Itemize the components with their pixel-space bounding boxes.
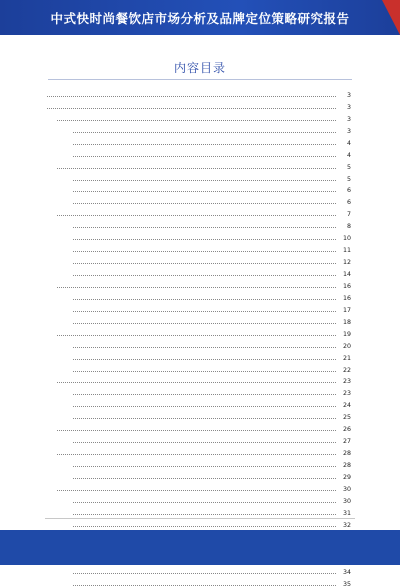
toc-page-number: 35	[342, 581, 351, 588]
toc-entry[interactable]	[45, 409, 351, 421]
toc-page-number: 17	[342, 306, 351, 314]
toc-entry[interactable]	[45, 421, 351, 433]
toc-page-number: 5	[346, 175, 351, 183]
toc-entry[interactable]	[45, 194, 351, 206]
page-bottom-divider	[45, 518, 355, 519]
page-footer-banner	[0, 530, 400, 565]
toc-leader-dots	[73, 526, 336, 527]
toc-page-number: 27	[342, 438, 351, 446]
toc-entry[interactable]	[45, 433, 351, 445]
toc-entry[interactable]	[45, 481, 351, 493]
toc-leader-dots	[73, 406, 336, 407]
header-accent-corner	[382, 0, 400, 35]
toc-page-number: 30	[342, 485, 351, 493]
toc-entry[interactable]	[45, 159, 351, 171]
toc-page-number: 23	[342, 390, 351, 398]
toc-leader-dots	[47, 108, 336, 109]
toc-leader-dots	[73, 585, 336, 586]
toc-entry[interactable]	[45, 576, 351, 588]
toc-page-number: 31	[342, 509, 351, 517]
toc-page-number: 22	[342, 366, 351, 374]
toc-leader-dots	[73, 275, 336, 276]
toc-entry[interactable]	[45, 457, 351, 469]
toc-entry[interactable]	[45, 493, 351, 505]
toc-leader-dots	[73, 371, 336, 372]
toc-page-number: 16	[342, 282, 351, 290]
toc-entry[interactable]	[45, 290, 351, 302]
toc-entry[interactable]	[45, 362, 351, 374]
toc-entry[interactable]	[45, 111, 351, 123]
toc-leader-dots	[73, 156, 336, 157]
toc-page-number: 11	[342, 247, 351, 255]
toc-leader-dots	[73, 466, 336, 467]
toc-leader-dots	[73, 514, 336, 515]
toc-leader-dots	[73, 347, 336, 348]
toc-entry[interactable]	[45, 350, 351, 362]
toc-page-number: 16	[342, 294, 351, 302]
toc-entry[interactable]	[45, 397, 351, 409]
toc-leader-dots	[73, 203, 336, 204]
toc-leader-dots	[73, 251, 336, 252]
toc-leader-dots	[57, 168, 336, 169]
toc-leader-dots	[73, 311, 336, 312]
toc-page-number: 14	[342, 271, 351, 278]
toc-leader-dots	[73, 359, 336, 360]
toc-leader-dots	[73, 394, 336, 395]
toc-entry[interactable]	[45, 230, 351, 242]
toc-leader-dots	[57, 335, 336, 336]
toc-leader-dots	[73, 227, 336, 228]
toc-leader-dots	[57, 430, 336, 431]
toc-leader-dots	[73, 144, 336, 145]
report-title: 中式快时尚餐饮店市场分析及品牌定位策略研究报告	[50, 11, 350, 26]
toc-entry[interactable]	[45, 135, 351, 147]
toc-entry[interactable]	[45, 565, 351, 577]
toc-leader-dots	[73, 323, 336, 324]
toc-entry[interactable]	[45, 183, 351, 195]
toc-entry[interactable]	[45, 469, 351, 481]
toc-leader-dots	[73, 299, 336, 300]
toc-entry[interactable]	[45, 278, 351, 290]
toc-page-number: 25	[342, 414, 351, 422]
toc-page-number: 3	[346, 127, 351, 135]
toc-page-number: 32	[342, 521, 351, 529]
toc-page-number: 4	[346, 151, 351, 159]
toc-page-number: 3	[346, 91, 351, 99]
toc-leader-dots	[47, 96, 336, 97]
toc-page-number: 24	[342, 402, 351, 410]
toc-page-number: 3	[346, 115, 351, 123]
toc-page-number: 3	[346, 103, 351, 111]
toc-page-number: 28	[342, 462, 351, 469]
toc-entry[interactable]	[45, 147, 351, 159]
toc-entry[interactable]	[45, 171, 351, 183]
toc-leader-dots	[73, 573, 336, 574]
toc-page-number: 4	[346, 139, 351, 147]
toc-leader-dots	[57, 454, 336, 455]
toc-page-number: 21	[342, 354, 351, 362]
toc-entry[interactable]	[45, 99, 351, 111]
toc-entry[interactable]	[45, 123, 351, 135]
toc-leader-dots	[73, 502, 336, 503]
toc-entry[interactable]	[45, 302, 351, 314]
toc-leader-dots	[57, 287, 336, 288]
toc-page-number: 10	[342, 235, 351, 243]
toc-page-number: 26	[342, 426, 351, 434]
toc-page-number: 20	[342, 342, 351, 350]
toc-page-number: 34	[342, 569, 351, 577]
toc-leader-dots	[73, 478, 336, 479]
table-of-contents	[45, 87, 351, 588]
toc-leader-dots	[73, 263, 336, 264]
toc-entry[interactable]	[45, 87, 351, 99]
toc-heading-divider	[48, 79, 352, 80]
toc-page-number: 6	[346, 199, 351, 207]
toc-leader-dots	[73, 442, 336, 443]
toc-leader-dots	[57, 490, 336, 491]
toc-entry[interactable]	[45, 218, 351, 230]
toc-page-number: 29	[342, 473, 351, 481]
toc-page-number: 5	[346, 163, 351, 171]
toc-page-number: 19	[342, 330, 351, 338]
toc-page-number: 23	[342, 378, 351, 386]
toc-page-number: 12	[342, 259, 351, 267]
toc-entry[interactable]	[45, 338, 351, 350]
report-header-banner	[0, 0, 400, 35]
toc-leader-dots	[73, 180, 336, 181]
toc-page-number: 30	[342, 497, 351, 505]
toc-leader-dots	[57, 215, 336, 216]
toc-page-number: 18	[342, 318, 351, 326]
toc-leader-dots	[57, 120, 336, 121]
toc-leader-dots	[73, 191, 336, 192]
toc-entry[interactable]	[45, 206, 351, 218]
toc-entry[interactable]	[45, 254, 351, 266]
toc-page-number: 6	[346, 187, 351, 195]
toc-entry[interactable]	[45, 505, 351, 517]
toc-leader-dots	[57, 382, 336, 383]
toc-leader-dots	[73, 418, 336, 419]
toc-entry[interactable]	[45, 445, 351, 457]
toc-entry[interactable]	[45, 242, 351, 254]
toc-leader-dots	[73, 132, 336, 133]
toc-heading: 内容目录	[173, 61, 226, 75]
toc-entry[interactable]	[45, 266, 351, 278]
toc-leader-dots	[73, 239, 336, 240]
toc-entry[interactable]	[45, 374, 351, 386]
toc-entry[interactable]	[45, 326, 351, 338]
toc-page-number: 7	[346, 211, 351, 219]
toc-entry[interactable]	[45, 385, 351, 397]
toc-page-number: 8	[346, 223, 351, 231]
toc-page-number: 28	[342, 450, 351, 458]
toc-entry[interactable]	[45, 314, 351, 326]
